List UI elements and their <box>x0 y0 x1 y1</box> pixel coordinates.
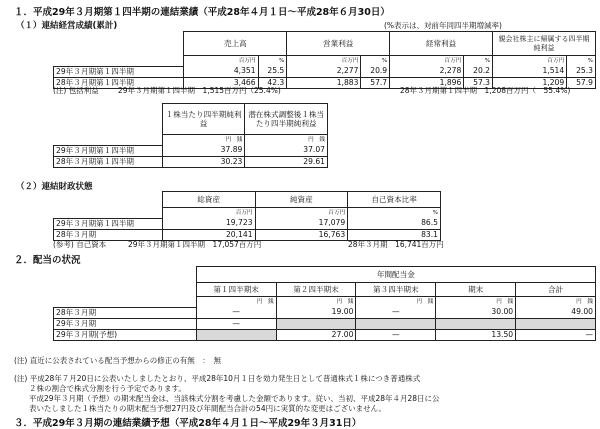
row-label: 28年３月期第１四半期 <box>54 77 184 88</box>
row-label: 29年３月期 <box>54 318 197 329</box>
cell: 25.5 <box>258 66 287 77</box>
unit-percent: % <box>348 208 441 219</box>
split-note-line: ２株の割合で株式分割を行う予定であります。 <box>14 384 186 393</box>
dividend-revision-note: (注) 直近に公表されている配当予想からの修正の有無 ： 無 <box>14 356 221 365</box>
cell: 2,277 <box>287 66 361 77</box>
cell: 86.5 <box>348 218 441 229</box>
row-label: 29年３月期第１四半期 <box>54 218 163 229</box>
cell: 20.2 <box>464 66 493 77</box>
cell: 30.00 <box>436 307 516 318</box>
cell <box>436 318 516 329</box>
cell: 49.00 <box>516 307 596 318</box>
header-eps: １株当たり四半期純利益 <box>162 104 245 135</box>
cell: 37.89 <box>162 145 245 156</box>
comprehensive-income-prior: 28年３月期第１四半期 1,208百万円（ 55.4%) <box>400 86 571 95</box>
cell: 57.9 <box>567 77 596 88</box>
unit-percent: % <box>258 56 287 67</box>
row-label: 28年３月期 <box>54 229 163 240</box>
cell: 57.7 <box>361 77 390 88</box>
header-net-assets: 純資産 <box>255 192 348 208</box>
table-row <box>54 145 328 156</box>
section3-title: ３．平成29年３月期の連結業績予想（平成28年４月１日～平成29年３月31日） <box>14 418 362 429</box>
unit-yen-sen: 円 銭 <box>196 297 276 308</box>
cell: 27.00 <box>276 329 356 340</box>
cell <box>516 318 596 329</box>
unit-yen-sen: 円 銭 <box>162 135 245 146</box>
table-row <box>54 66 596 77</box>
table-row <box>54 307 596 318</box>
row-label: 29年３月期(予想) <box>54 329 197 340</box>
comprehensive-income-current: 29年３月期第１四半期 1,515百万円（25.4%) <box>118 86 281 95</box>
row-label: 28年３月期第１四半期 <box>54 156 163 167</box>
cell: — <box>196 318 276 329</box>
section2-title: ２．配当の状況 <box>14 255 81 266</box>
table-row <box>54 218 441 229</box>
unit-percent: % <box>361 56 390 67</box>
split-note-line: 表いたしました１株当たりの期末配当予想27円及び年間配当合計の54円に実質的な変更はございません。 <box>14 404 387 413</box>
cell: 1,883 <box>287 77 361 88</box>
cell: 1,209 <box>493 77 567 88</box>
unit-million-yen: 百万円 <box>162 208 255 219</box>
header-sales: 売上高 <box>184 32 287 56</box>
cell: — <box>516 329 596 340</box>
table-row <box>54 156 328 167</box>
cell: 4,351 <box>184 66 258 77</box>
cell: 25.3 <box>567 66 596 77</box>
row-label: 29年３月期第１四半期 <box>54 145 163 156</box>
percent-note: (%表示は、対前年同四半期増減率) <box>384 21 502 30</box>
cell: 16,763 <box>255 229 348 240</box>
cell: 30.23 <box>162 156 245 167</box>
header-total: 合計 <box>516 283 596 297</box>
cell: 17,079 <box>255 218 348 229</box>
cell <box>356 318 436 329</box>
cell: 19.00 <box>276 307 356 318</box>
cell: 20.9 <box>361 66 390 77</box>
cell: 83.1 <box>348 229 441 240</box>
header-q3-end: 第３四半期末 <box>356 283 436 297</box>
cell: 42.3 <box>258 77 287 88</box>
header-equity-ratio: 自己資本比率 <box>348 192 441 208</box>
unit-percent: % <box>464 56 493 67</box>
cell <box>196 329 276 340</box>
row-label: 29年３月期第１四半期 <box>54 66 184 77</box>
header-operating-income: 営業利益 <box>287 32 390 56</box>
cell: 20,141 <box>162 229 255 240</box>
header-diluted-eps: 潜在株式調整後１株当たり四半期純利益 <box>245 104 328 135</box>
cell: 19,723 <box>162 218 255 229</box>
financial-position-heading: （２）連結財政状態 <box>16 182 93 192</box>
table-row <box>54 329 596 340</box>
cell: 57.3 <box>464 77 493 88</box>
unit-yen-sen: 円 銭 <box>245 135 328 146</box>
cell: 1,514 <box>493 66 567 77</box>
unit-yen-sen: 円 銭 <box>436 297 516 308</box>
header-q2-end: 第２四半期末 <box>276 283 356 297</box>
header-year-end: 期末 <box>436 283 516 297</box>
unit-million-yen: 百万円 <box>493 56 567 67</box>
header-annual-dividend: 年間配当金 <box>196 267 595 283</box>
cell: 37.07 <box>245 145 328 156</box>
financial-position-table <box>53 191 441 241</box>
equity-note-current: 29年３月期第１四半期 17,057百万円 <box>128 240 262 249</box>
split-note-line: 平成29年３月期（予想）の期末配当金は、当該株式分割を考慮した金額であります。従い、当初、平成28年４月28日に公 <box>14 394 440 403</box>
unit-yen-sen: 円 銭 <box>356 297 436 308</box>
comprehensive-income-label: (注) 包括利益 <box>53 86 99 95</box>
unit-million-yen: 百万円 <box>184 56 258 67</box>
cell: 2,278 <box>390 66 464 77</box>
unit-million-yen: 百万円 <box>390 56 464 67</box>
operating-results-table <box>53 31 596 89</box>
eps-table <box>53 103 328 168</box>
cell: 1,896 <box>390 77 464 88</box>
unit-million-yen: 百万円 <box>255 208 348 219</box>
cell: — <box>356 329 436 340</box>
header-q1-end: 第１四半期末 <box>196 283 276 297</box>
cell <box>276 318 356 329</box>
cell: — <box>196 307 276 318</box>
unit-million-yen: 百万円 <box>287 56 361 67</box>
equity-note-label: (参考) 自己資本 <box>53 240 107 249</box>
unit-yen-sen: 円 銭 <box>516 297 596 308</box>
split-note-line: (注) 平成28年７月20日に公表いたしましたとおり、平成28年10月１日を効力発生日として普通株式１株につき普通株式 <box>14 374 421 383</box>
section1-title: １．平成29年３月期第１四半期の連結業績（平成28年４月１日～平成28年６月30日） <box>14 7 390 18</box>
dividends-table <box>53 266 596 341</box>
cell: 13.50 <box>436 329 516 340</box>
header-net-income: 親会社株主に帰属する四半期純利益 <box>493 32 596 56</box>
table-row <box>54 318 596 329</box>
cell: 3,466 <box>184 77 258 88</box>
equity-note-prior: 28年３月期 16,741百万円 <box>348 240 444 249</box>
header-ordinary-income: 経常利益 <box>390 32 493 56</box>
row-label: 28年３月期 <box>54 307 197 318</box>
unit-percent: % <box>567 56 596 67</box>
cell: 29.61 <box>245 156 328 167</box>
header-total-assets: 総資産 <box>162 192 255 208</box>
unit-yen-sen: 円 銭 <box>276 297 356 308</box>
cell: — <box>356 307 436 318</box>
operating-results-heading: （１）連結経営成績(累計) <box>16 21 118 31</box>
